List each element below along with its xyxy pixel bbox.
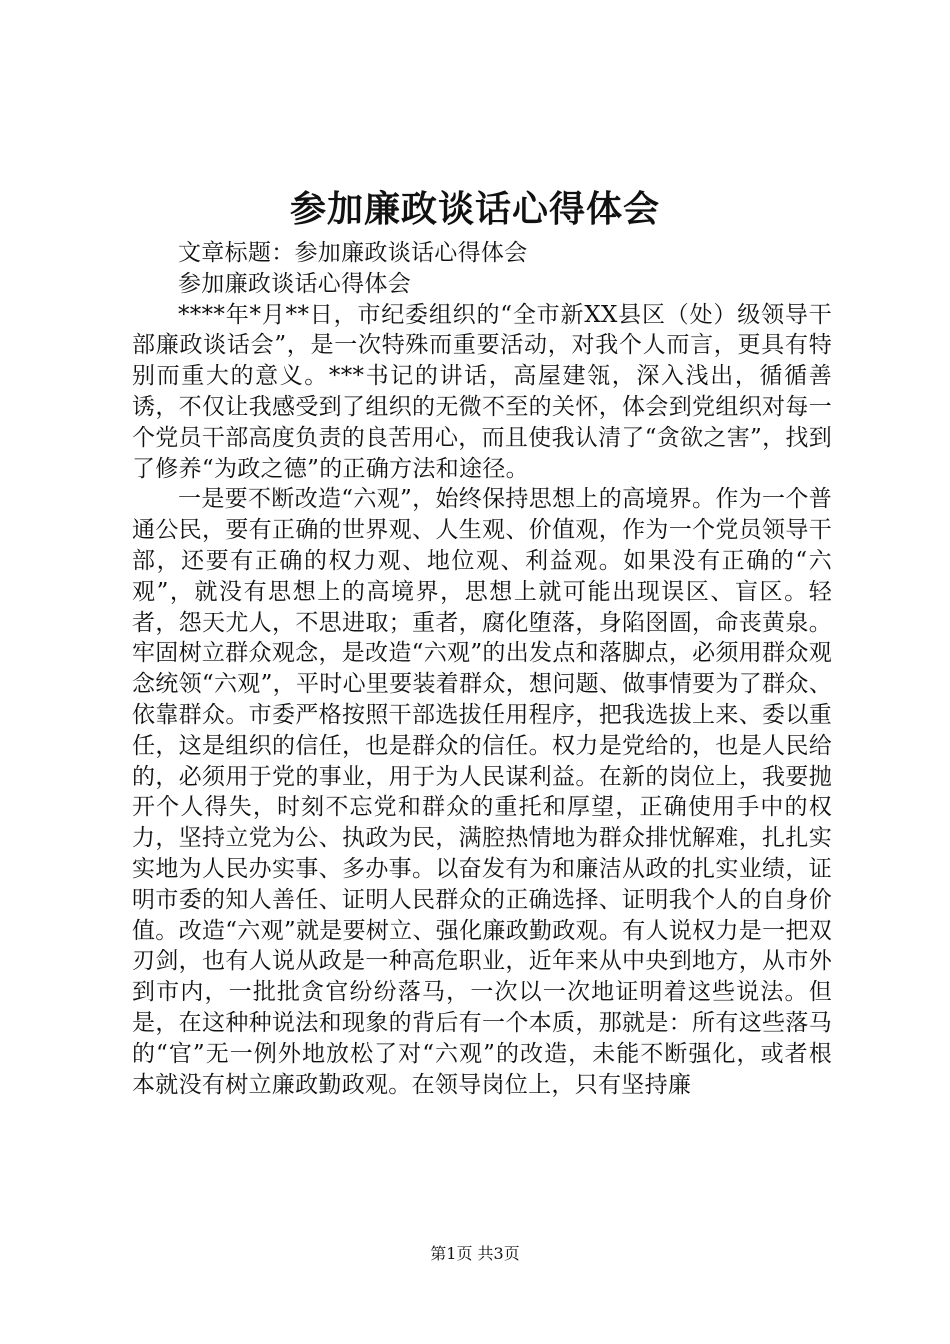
- section-one-paragraph: 一是要不断改造“六观”，始终保持思想上的高境界。作为一个普通公民，要有正确的世界观、人生观、价值观，作为一个党员领导干部，还要有正确的权力观、地位观、利益观。如果没有正确的“六观”，就没有思想上的高境界，思想上就可能出现误区、盲区。轻者，怨天尤人，不思进取；重者，腐化堕落，身陷囹圄，命丧黄泉。牢固树立群众观念，是改造“六观”的出发点和落脚点，必须用群众观念统领“六观”，平时心里要装着群众，想问题、做事情要为了群众、依靠群众。市委严格按照干部选拔任用程序，把我选拔上来、委以重任，这是组织的信任，也是群众的信任。权力是党给的，也是人民给的，必须用于党的事业，用于为人民谋利益。在新的岗位上，我要抛开个人得失，时刻不忘党和群众的重托和厚望，正确使用手中的权力，坚持立党为公、执政为民，满腔热情地为群众排忧解难，扎扎实实地为人民办实事、多办事。以奋发有为和廉洁从政的扎实业绩，证明市委的知人善任、证明人民群众的正确选择、证明我个人的自身价值。改造“六观”就是要树立、强化廉政勤政观。有人说权力是一把双刃剑，也有人说从政是一种高危职业，近年来从中央到地方，从市外到市内，一批批贪官纷纷落马，一次以一次地证明着这些说法。但是，在这种种说法和现象的背后有一个本质，那就是：所有这些落马的“官”无一例外地放松了对“六观”的改造，未能不断强化，或者根本就没有树立廉政勤政观。在领导岗位上，只有坚持廉: [132, 486, 832, 1098]
- page-number-footer: 第1页 共3页: [430, 1244, 520, 1263]
- document-title: 参加廉政谈话心得体会: [289, 188, 660, 230]
- intro-paragraph: ****年*月**日，市纪委组织的“全市新XX县区（处）级领导干部廉政谈话会”，是一次特殊而重要活动，对我个人而言，更具有特别而重大的意义。***书记的讲话，高屋建瓴，深入浅出，循循善诱，不仅让我感受到了组织的无微不至的关怀，体会到党组织对每一个党员干部高度负责的良苦用心，而且使我认清了“贪欲之害”，找到了修养“为政之德”的正确方法和途径。: [132, 301, 832, 482]
- document-body: [132, 238, 832, 1100]
- article-subtitle-line: 参加廉政谈话心得体会: [178, 270, 411, 297]
- article-heading-line: 文章标题：参加廉政谈话心得体会: [178, 240, 528, 266]
